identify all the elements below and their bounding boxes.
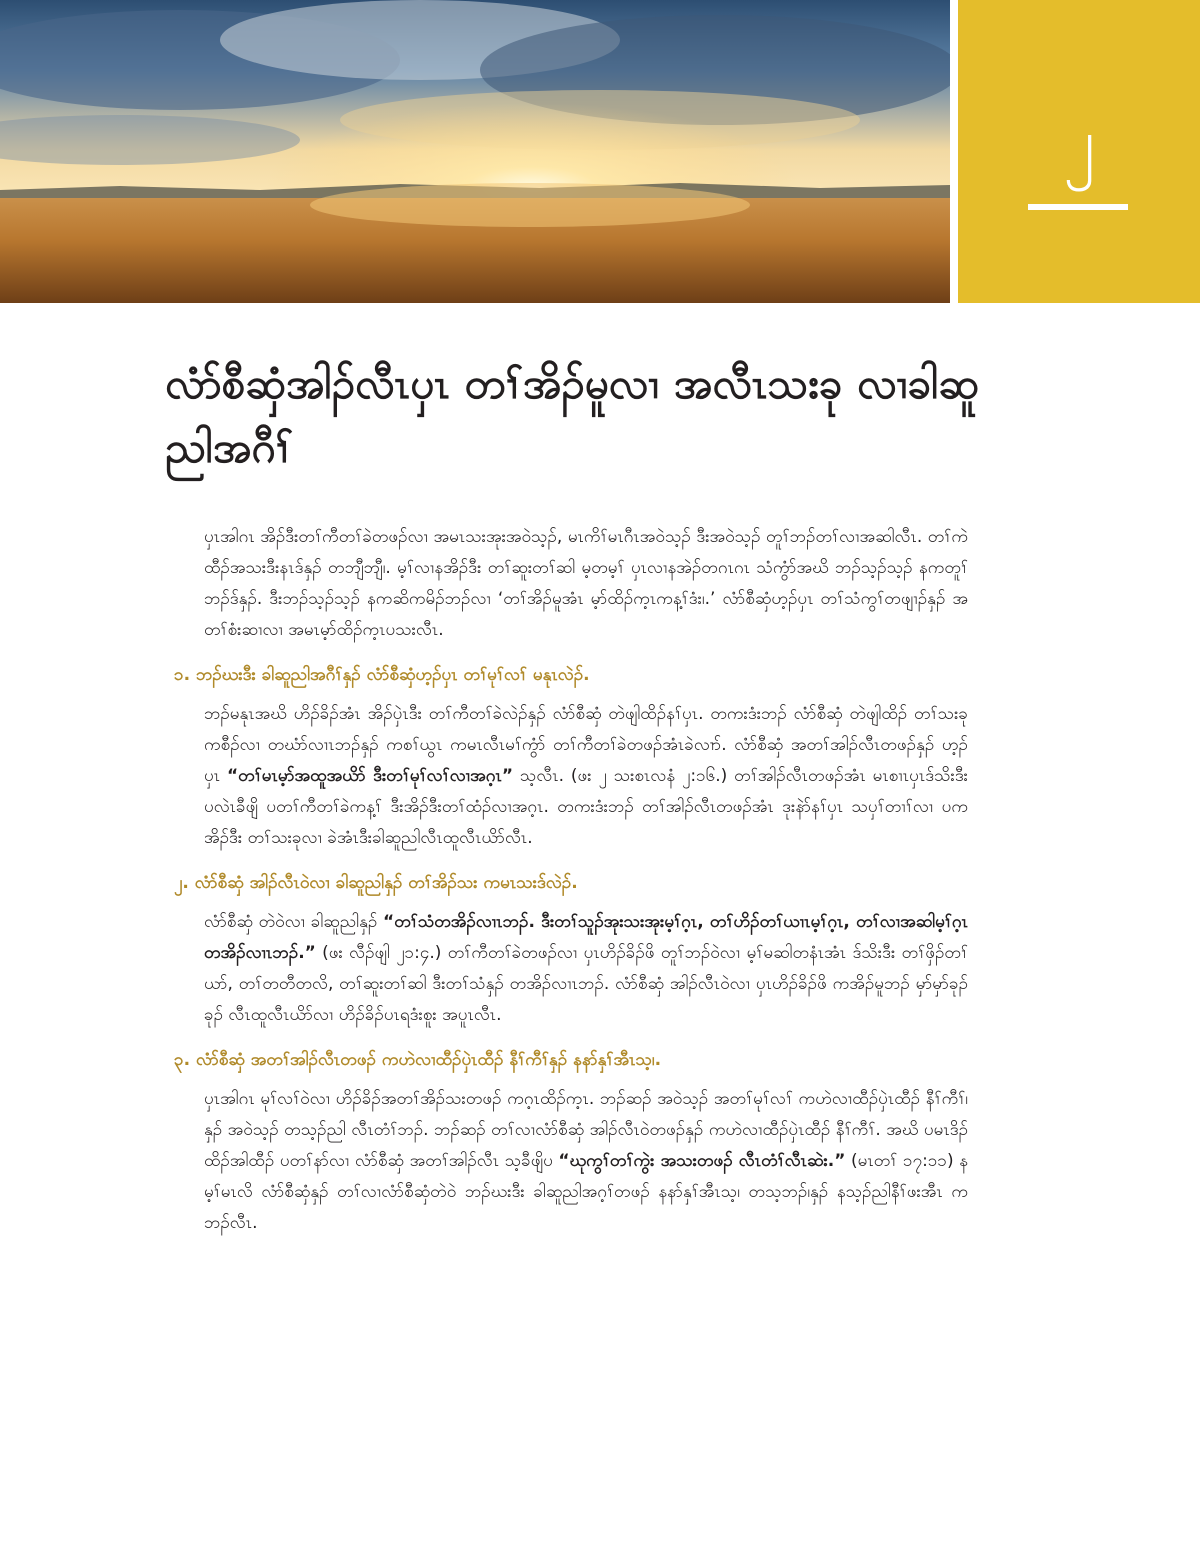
section-body: ဘၣ်မနုၤအဃိ ဟိၣ်ခိၣ်အံၤ အိၣ်ပှဲၤဒီး တၢ်ကီတၢ်ခဲလဲၣ်နှၣ် လံာ်စီဆှံ တဲဖျါထိၣ်နၢ်ပှၤ. တကးဒံးဘၣ် လံာ်စီဆှံ တဲဖျါထိၣ် တၢ်သးခုကစီၣ်လၢ တဃံာ်လၢၤဘၣ်နှၣ် ကစၢ်ယွၤ ကမၤလီၤမၢ်ကွံာ် တၢ်ကီတၢ်ခဲတဖၣ်အံၤခဲလၢာ်. လံာ်စီဆှံ အတၢ်အါၣ်လီၤတဖၣ်နှၣ် ဟ့ၣ်ပှၤ “တၢ်မၤမ့ာ်အထူအယိာ် ဒီးတၢ်မုၢ်လၢ်လၢအဂ့ၤ” သ့လီၤ. (ဖး ၂ သးစၤလနံ ၂:၁၆.) တၢ်အါၣ်လီၤတဖၣ်အံၤ မၤစၢၤပှၤဒ်သိးဒီး ပလဲၤခီဖျိ ပတၢ်ကီတၢ်ခဲကန့ၢ် ဒီးအိၣ်ဒီးတၢ်ထံၣ်လၢအဂ့ၤ. တကးဒံးဘၣ် တၢ်အါၣ်လီၤတဖၣ်အံၤ ဒုးနဲာ်နၢ်ပှၤ သပှၢ်တၢၢ်လၢ ပကအိၣ်ဒီး တၢ်သးခုလၢ ခဲအံၤဒီးခါဆူညါလီၤထူလီၤယိာ်လီၤ. — [204, 704, 968, 848]
section-body: ပှၤအါဂၤ မုၢ်လၢ်ဝဲလၢ ဟိၣ်ခိၣ်အတၢ်အိၣ်သးတဖၣ် ကဂ့ၤထိၣ်က့ၤ. ဘၣ်ဆၣ် အဝဲသ့ၣ် အတၢ်မုၢ်လၢ် ကဟဲလၢထီၣ်ပှဲၤထီၣ် နီၢ်ကီၢ်၊နှၣ် အဝဲသ့ၣ် တသ့ၣ်ညါ လီၤတံၢ်ဘၣ်. ဘၣ်ဆၣ် တၢ်လၢလံာ်စီဆှံ အါၣ်လီၤဝဲတဖၣ်နှၣ် ကဟဲလၢထီၣ်ပှဲၤထီၣ် နီၢ်ကီၢ်. အဃိ ပမၤဒိၣ်ထိၣ်အါထီၣ် ပတၢ်နာ်လၢ လံာ်စီဆှံ အတၢ်အါၣ်လီၤ သ့ခီဖျိပ “ဃုကွၢ်တၢ်ကွဲး အသးတဖၣ် လီၤတံၢ်လီၤဆဲး.” (မၤတၢ် ၁၇:၁၁) နမ့ၢ်မၤလိ လံာ်စီဆှံနှၣ် တၢ်လၢလံာ်စီဆှံတဲဝဲ ဘၣ်ဃးဒီး ခါဆူညါအဂ့ၢ်တဖၣ် နနာ်နှၢ်အီၤသ့၊ တသ့ဘၣ်၊နှၣ် နသ့ၣ်ညါနီၢ်ဖးအီၤ ကဘၣ်လီၤ. — [204, 1089, 968, 1233]
bold-quote: “တၢ်သံတအိၣ်လၢၤဘၣ်. ဒီးတၢ်သူၣ်အုးသးအုးမ့ၢ်ဂ့ၤ, တၢ်ဟိၣ်တၢ်ယၢၤမ့ၢ်ဂ့ၤ, တၢ်လၢအဆါမ့ၢ်ဂ့ၤ တအိၣ်လၢၤဘၣ်.” — [204, 912, 968, 963]
intro-paragraph: ပှၤအါဂၤ အိၣ်ဒီးတၢ်ကီတၢ်ခဲတဖၣ်လၢ အမၤသးအုးအဝဲသ့ၣ်, မၤကိၢ်မၤဂီၤအဝဲသ့ၣ် ဒီးအဝဲသ့ၣ် တူၢ်ဘၣ်တၢ်လၢအဆါလီၤ. တၢ်ကဲထီၣ်အသးဒီးနၤဒ်နှၣ် တဘျီဘျီ၊. မ့ၢ်လၢနအိၣ်ဒီး တၢ်ဆူးတၢ်ဆါ မ့တမ့ၢ် ပှၤလၢနအဲၣ်တဂၤဂၤ သံကွံာ်အဃိ ဘၣ်သ့ၣ်သ့ၣ် နကတူၢ်ဘၣ်ဒ်နှၣ်. ဒီးဘၣ်သ့ၣ်သ့ၣ် နကဆိကမိၣ်ဘၣ်လၢ ‘တၢ်အိၣ်မူအံၤ မ့ာ်ထိၣ်က့ၤကန့ၢ်ဒံး၊.’ လံာ်စီဆှံဟ့ၣ်ပှၤ တၢ်သံကွၢ်တဖျၢၣ်နှၣ် အတၢ်စံးဆၢလၢ အမၤမ့ာ်ထိၣ်က့ၤပသးလီၤ. — [204, 527, 968, 640]
section-heading: ၂. လံာ်စီဆှံ အါၣ်လီၤဝဲလၢ ခါဆူညါနှၣ် တၢ်အိၣ်သး ကမၤသးဒ်လဲၣ်. — [174, 873, 578, 893]
chapter-badge — [958, 0, 1200, 303]
section-1 — [174, 660, 968, 854]
section-heading: ၁. ဘၣ်ဃးဒီး ခါဆူညါအဂီၢ်နှၣ် လံာ်စီဆှံဟ့ၣ်ပှၤ တၢ်မုၢ်လၢ် မနုၤလဲၣ်. — [174, 665, 590, 685]
bold-quote: “ဃုကွၢ်တၢ်ကွဲး အသးတဖၣ် လီၤတံၢ်လီၤဆဲး.” — [558, 1151, 846, 1171]
main-content — [174, 522, 968, 1253]
section-heading: ၃. လံာ်စီဆှံ အတၢ်အါၣ်လီၤတဖၣ် ကဟဲလၢထီၣ်ပှဲၤထီၣ် နီၢ်ကီၢ်နှၣ် နနာ်နှၢ်အီၤသ့၊. — [174, 1050, 662, 1070]
hero-image — [0, 0, 950, 303]
section-3 — [174, 1045, 968, 1239]
bold-quote: “တၢ်မၤမ့ာ်အထူအယိာ် ဒီးတၢ်မုၢ်လၢ်လၢအဂ့ၤ” — [226, 766, 513, 786]
section-body: လံာ်စီဆှံ တဲဝဲလၢ ခါဆူညါနှၣ် “တၢ်သံတအိၣ်လၢၤဘၣ်. ဒီးတၢ်သူၣ်အုးသးအုးမ့ၢ်ဂ့ၤ, တၢ်ဟိၣ်တၢ်ယၢၤမ့ၢ်ဂ့ၤ, တၢ်လၢအဆါမ့ၢ်ဂ့ၤ တအိၣ်လၢၤဘၣ်.” (ဖး လီၣ်ဖျါ ၂၁:၄.) တၢ်ကီတၢ်ခဲတဖၣ်လၢ ပှၤဟိၣ်ခိၣ်ဖိ တူၢ်ဘၣ်ဝဲလၢ မ့ၢ်မဆါတနံၤအံၤ ဒ်သိးဒီး တၢ်ဖှိၣ်တၢ်ယာ်, တၢ်တတီတလိ, တၢ်ဆူးတၢ်ဆါ ဒီးတၢ်သံနှၣ် တအိၣ်လၢၤဘၣ်. လံာ်စီဆှံ အါၣ်လီၤဝဲလၢ ပှၤဟိၣ်ခိၣ်ဖိ ကအိၣ်မူဘၣ် မှာ်မှာ်ခုၣ်ခုၣ် လီၤထူလီၤယိာ်လၢ ဟိၣ်ခိၣ်ပၤရဒံးစူး အပူၤလီၤ. — [204, 912, 968, 1025]
wheat-field-sunset-image — [0, 0, 950, 303]
section-2 — [174, 868, 968, 1031]
page-title: လံာ်စီဆှံအါၣ်လီၤပှၤ တၢ်အိၣ်မူလၢ အလီၤသးခု လၢခါဆူညါအဂီၢ် — [165, 359, 979, 472]
badge-underline — [1028, 204, 1128, 210]
chapter-number: ၂ — [1063, 105, 1095, 179]
